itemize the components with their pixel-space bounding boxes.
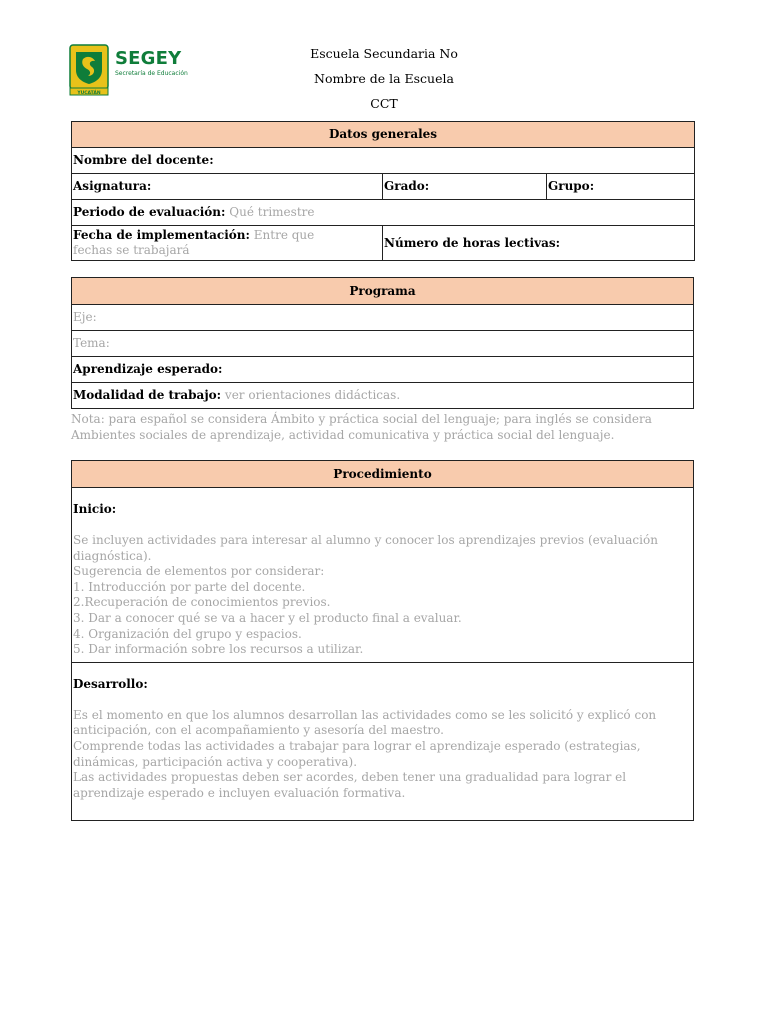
datos-generales-header: Datos generales — [72, 122, 695, 148]
asignatura-label: Asignatura: — [73, 179, 152, 193]
periodo-hint: Qué trimestre — [229, 205, 315, 219]
asignatura-field[interactable] — [72, 174, 383, 200]
programa-table — [71, 277, 694, 409]
desarrollo-label: Desarrollo: — [73, 676, 148, 691]
grado-label: Grado: — [384, 179, 430, 193]
inicio-block[interactable] — [72, 488, 694, 663]
inicio-line: Sugerencia de elementos por considerar: — [73, 564, 325, 579]
desarrollo-line: Comprende todas las actividades a trabajar para lograr el aprendizaje esperado (estrategias, dinámicas, participación activa y cooperativa). — [73, 738, 641, 769]
eje-field[interactable] — [72, 305, 694, 331]
eje-label: Eje: — [73, 310, 97, 324]
grupo-field[interactable] — [547, 174, 695, 200]
grupo-label: Grupo: — [548, 179, 595, 193]
inicio-line: Se incluyen actividades para interesar al alumno y conocer los aprendizajes previos (evaluación diagnóstica). — [73, 533, 658, 563]
modalidad-label: Modalidad de trabajo: — [73, 388, 222, 402]
programa-note: Nota: para español se considera Ámbito y práctica social del lenguaje; para inglés se considera Ambientes sociales de aprendizaje, actividad comunicativa y práctica social del lenguaje. — [71, 412, 652, 442]
procedimiento-table — [71, 460, 694, 821]
docente-label: Nombre del docente: — [73, 153, 214, 167]
desarrollo-block[interactable] — [72, 662, 694, 820]
fecha-hint: Entre que fechas se trabajará — [73, 228, 315, 257]
docente-field[interactable] — [72, 148, 695, 174]
tema-field[interactable] — [72, 331, 694, 357]
grado-field[interactable] — [383, 174, 547, 200]
fecha-field[interactable] — [72, 226, 383, 261]
aprendizaje-label: Aprendizaje esperado: — [73, 362, 223, 376]
cct: CCT — [370, 96, 398, 111]
logo-subtitle: Secretaría de Educación — [115, 70, 188, 77]
tema-label: Tema: — [73, 336, 110, 350]
fecha-label: Fecha de implementación: — [73, 228, 250, 242]
school-line: Escuela Secundaria No — [310, 46, 458, 61]
desarrollo-text — [73, 708, 692, 802]
datos-generales-table — [71, 121, 695, 261]
inicio-line: 1. Introducción por parte del docente. — [73, 579, 306, 594]
inicio-line: 2.Recuperación de conocimientos previos. — [73, 595, 331, 610]
horas-label: Número de horas lectivas: — [384, 235, 561, 250]
modalidad-field[interactable] — [72, 383, 694, 409]
horas-field[interactable] — [383, 226, 695, 261]
school-name: Nombre de la Escuela — [314, 71, 454, 86]
procedimiento-header: Procedimiento — [72, 461, 694, 488]
inicio-line: 4. Organización del grupo y espacios. — [73, 626, 302, 641]
desarrollo-line: Las actividades propuestas deben ser acordes, deben tener una gradualidad para lograr el aprendizaje esperado e incluyen evaluación formativa. — [73, 770, 627, 800]
inicio-label: Inicio: — [73, 502, 117, 516]
svg-text:YUCATÁN: YUCATÁN — [77, 91, 101, 96]
periodo-field[interactable] — [72, 200, 695, 226]
aprendizaje-field[interactable] — [72, 357, 694, 383]
inicio-line: 3. Dar a conocer qué se va a hacer y el producto final a evaluar. — [73, 610, 462, 625]
desarrollo-line: Es el momento en que los alumnos desarrollan las actividades como se les solicitó y explicó con anticipación, con el acompañamiento y asesoría del maestro. — [73, 707, 657, 738]
programa-header: Programa — [72, 278, 694, 305]
periodo-label: Periodo de evaluación: — [73, 205, 226, 219]
inicio-line: 5. Dar información sobre los recursos a utilizar. — [73, 642, 364, 657]
modalidad-hint: ver orientaciones didácticas. — [224, 388, 401, 402]
inicio-text — [73, 533, 692, 658]
logo-name: SEGEY — [115, 48, 182, 69]
